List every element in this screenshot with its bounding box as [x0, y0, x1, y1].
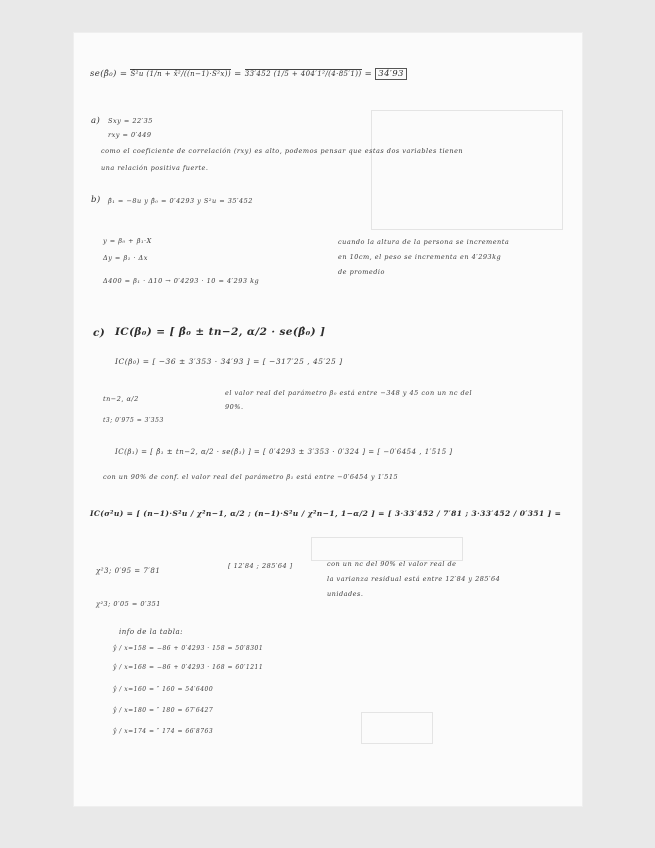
chi2-lower: χ²3; 0′05 = 0′351 — [96, 600, 161, 608]
ic-variance-formula: IC(σ²u) = [ (n−1)·S²u / χ²n−1, α/2 ; (n−1)·S²u / χ²n−1, 1−α/2 ] = [ 3·33′452 / 7′81 ; 3·33′452 / 0′351 ] = — [90, 509, 562, 518]
delta-computation: Δ400 = β₁ · Δ10 → 0′4293 · 10 = 4′293 kg — [103, 277, 260, 285]
se-b0-sqrt-numeric: 33′452 (1/5 + 404′1²/(4·85′1)) — [244, 70, 362, 78]
se-b0-lhs: se(β̂₀) = — [90, 69, 128, 79]
interpretation-var-3: unidades. — [327, 590, 364, 598]
interpretation-b-3: de promedio — [338, 268, 385, 276]
prediction-row: ŷ / x=174 = ″ 174 = 66′8763 — [113, 728, 214, 735]
se-b0-result: 34′93 — [375, 68, 407, 80]
t-value: t3; 0′975 = 3′353 — [103, 417, 164, 424]
interpretation-c-1: el valor real del parámetro β₀ está entre −348 y 45 con un nc del — [225, 389, 473, 397]
se-b0-formula — [90, 69, 407, 79]
section-a-text-1: como el coeficiente de correlación (rxy) es alto, podemos pensar que estas dos variables tienen — [101, 147, 464, 155]
delta-equation: Δy = β₁ · Δx — [103, 254, 148, 262]
ic-b1-interpretation: con un 90% de conf. el valor real del parámetro β₁ está entre −0′6454 y 1′515 — [103, 473, 399, 481]
interpretation-b-1: cuando la altura de la persona se incrementa — [338, 238, 510, 246]
prediction-row: ŷ / x=160 = ″ 160 = 54′6400 — [113, 686, 214, 693]
interpretation-b-2: en 10cm, el peso se incrementa en 4′293kg — [338, 253, 502, 261]
table-info-title: info de la tabla: — [119, 628, 184, 636]
sxy-value: Sxy = 22′35 — [108, 117, 153, 125]
section-a-text-2: una relación positiva fuerte. — [101, 164, 209, 172]
se-b0-sqrt-general: Ŝ²u (1/n + x̄²/((n−1)·S²x)) — [130, 70, 231, 78]
bleed-through-box-2 — [361, 712, 433, 744]
bleed-through-box — [311, 537, 463, 561]
equals-sign: = — [234, 69, 242, 79]
t-label: tn−2, α/2 — [103, 395, 139, 403]
ic-b0-numeric: IC(β₀) = [ −36 ± 3′353 · 34′93 ] = [ −317′25 , 45′25 ] — [115, 357, 343, 366]
interpretation-var-2: la varianza residual está entre 12′84 y 285′64 — [327, 575, 501, 583]
ic-b0-formula: IC(β₀) = [ β̂₀ ± tn−2, α/2 · se(β̂₀) ] — [115, 326, 326, 338]
interpretation-var-1: con un nc del 90% el valor real de — [327, 560, 457, 568]
section-c-label: c) — [93, 327, 106, 339]
prediction-row: ŷ / x=158 = −86 + 0′4293 · 158 = 50′8301 — [113, 645, 264, 652]
chi2-upper: χ²3; 0′95 = 7′81 — [96, 567, 161, 575]
ic-b1-formula: IC(β₁) = [ β̂₁ ± tn−2, α/2 · se(β̂₁) ] = [ 0′4293 ± 3′353 · 0′324 ] = [ −0′6454 , 1′515 ] — [115, 448, 453, 456]
model-equation: y = β₀ + β₁·X — [103, 237, 152, 245]
section-b-label: b) — [91, 195, 101, 205]
coefficients-line: β̂₁ = −8u y β̂₀ = 0′4293 y S²u = 35′452 — [108, 197, 253, 205]
ic-variance-result: [ 12′84 ; 285′64 ] — [228, 562, 293, 570]
interpretation-c-2: 90%. — [225, 403, 244, 411]
section-a-label: a) — [91, 116, 101, 126]
prediction-row: ŷ / x=180 = ″ 180 = 67′6427 — [113, 707, 214, 714]
prediction-row: ŷ / x=168 = −86 + 0′4293 · 168 = 60′1211 — [113, 664, 264, 671]
bleed-through-table — [371, 110, 563, 230]
equals-sign-2: = — [364, 69, 373, 79]
rxy-value: rxy = 0′449 — [108, 131, 152, 139]
